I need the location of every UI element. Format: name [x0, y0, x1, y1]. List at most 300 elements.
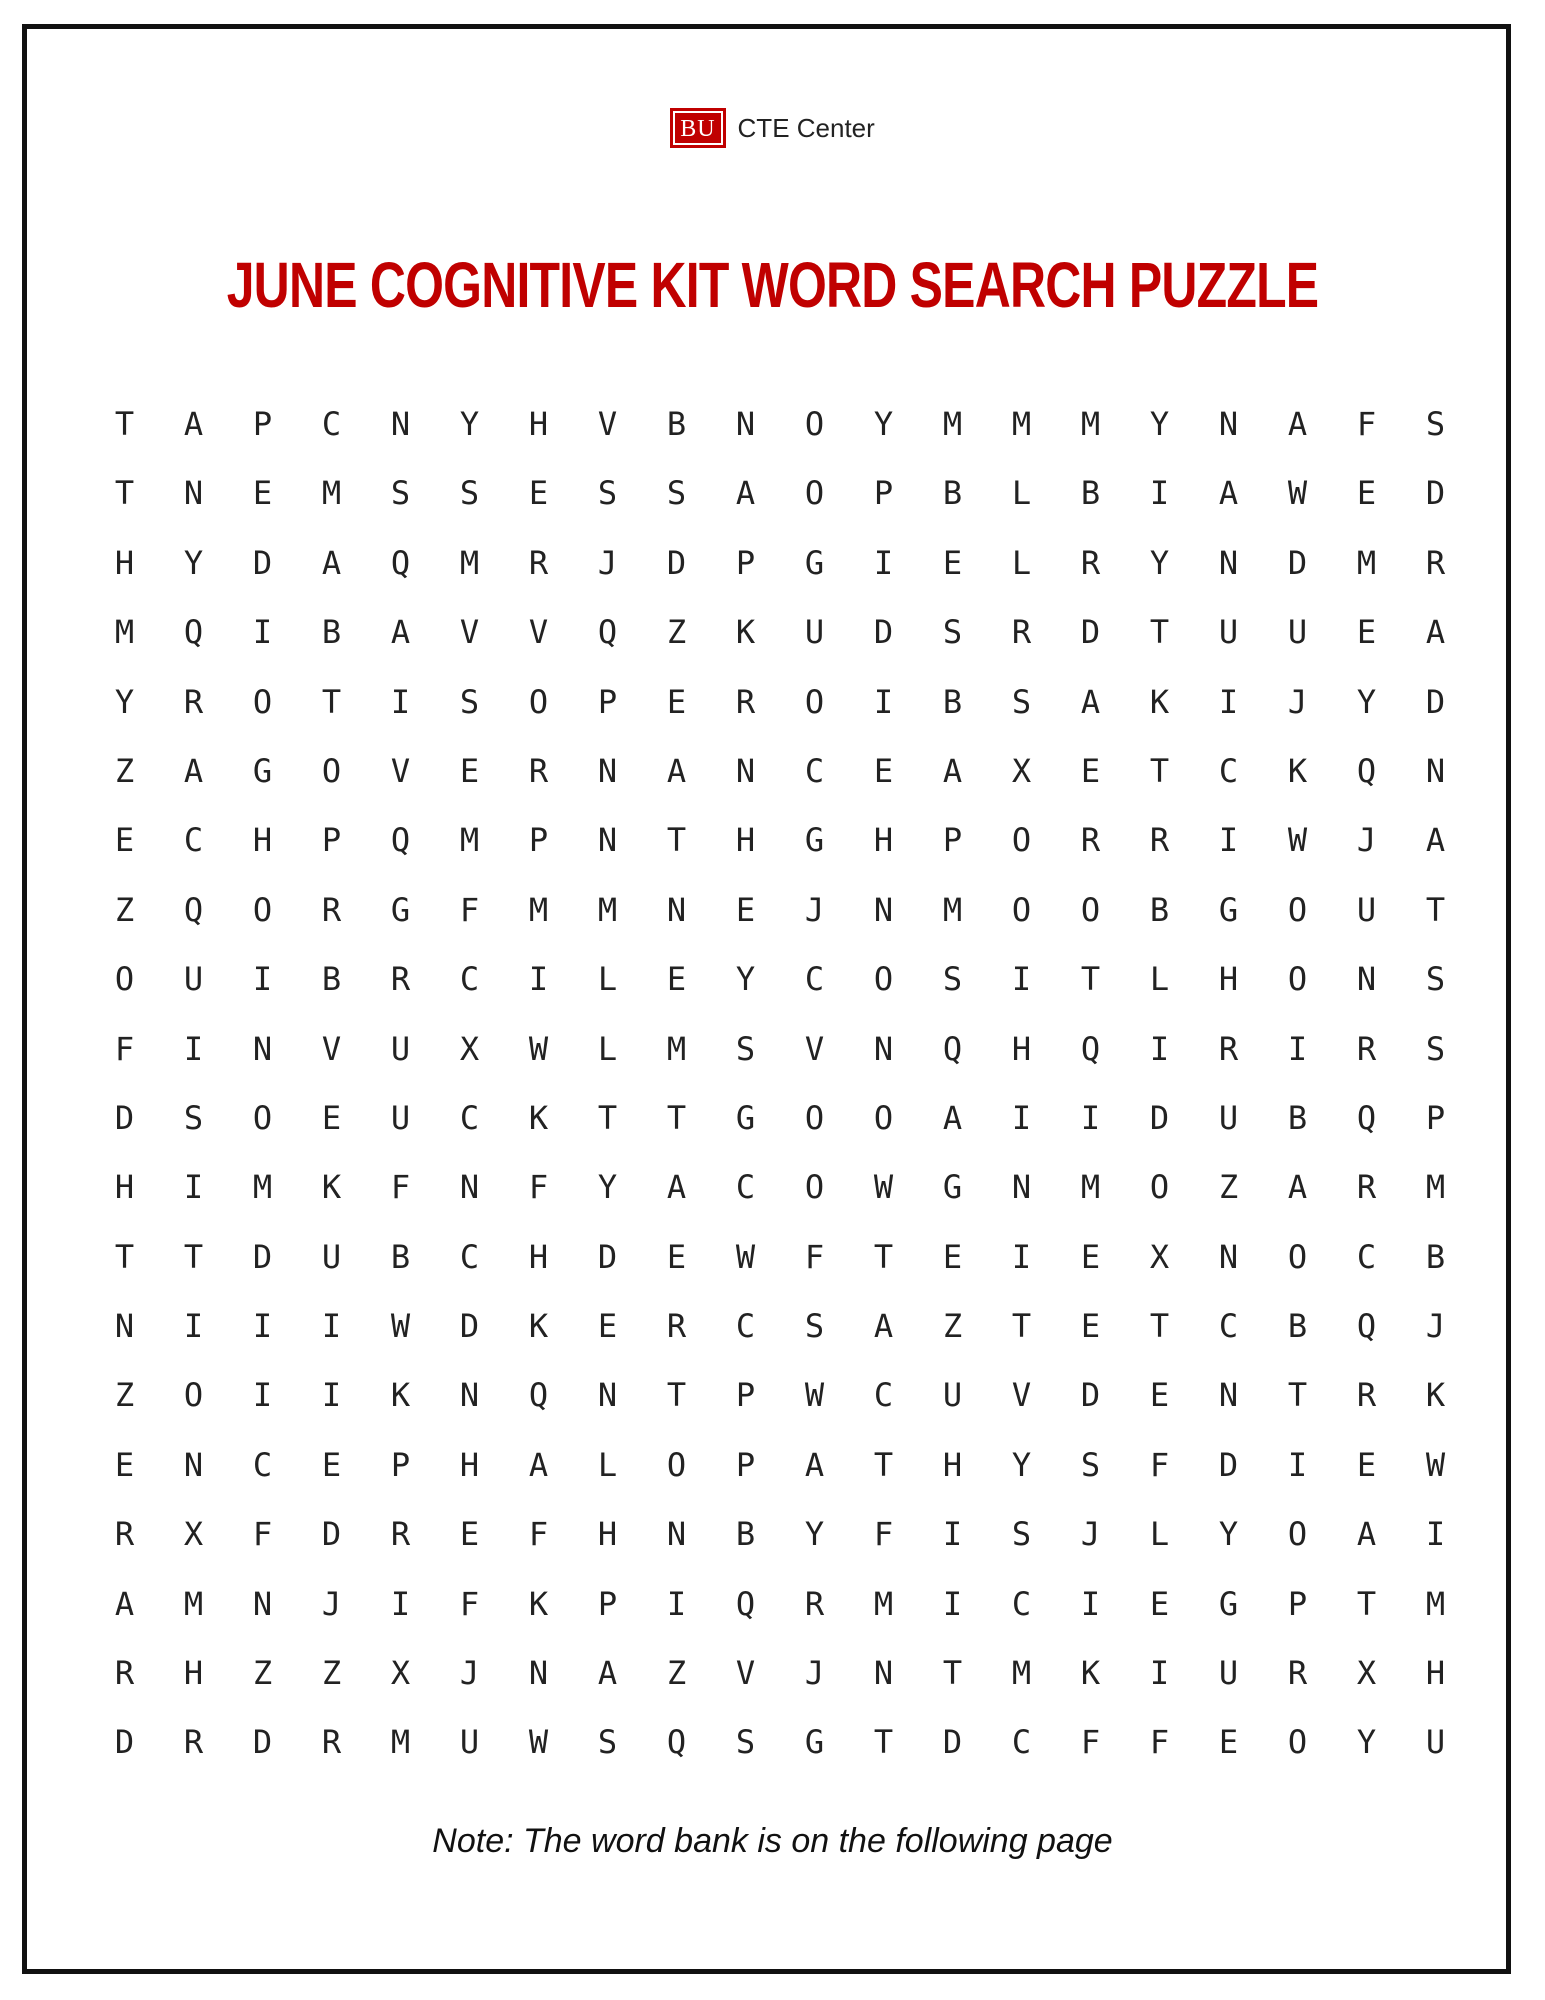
grid-letter: Q	[390, 821, 411, 860]
grid-letter: G	[735, 1098, 756, 1137]
grid-letter: T	[873, 1237, 894, 1276]
grid-letter: T	[1080, 960, 1101, 999]
grid-letter: B	[390, 1237, 411, 1276]
grid-letter: F	[459, 1584, 480, 1623]
grid-letter: R	[183, 1723, 204, 1762]
grid-letter: B	[1149, 890, 1170, 929]
grid-letter: V	[804, 1029, 825, 1068]
grid-letter: E	[666, 960, 687, 999]
grid-letter: X	[459, 1029, 480, 1068]
grid-letter: T	[1011, 1307, 1032, 1346]
grid-letter: V	[390, 751, 411, 790]
grid-letter: C	[321, 405, 342, 443]
grid-letter: G	[252, 751, 273, 790]
grid-letter: W	[1287, 821, 1308, 860]
grid-letter: J	[1356, 821, 1377, 860]
grid-letter: A	[1218, 474, 1239, 513]
grid-letter: A	[183, 751, 204, 790]
grid-letter: Q	[390, 543, 411, 582]
grid-letter: K	[1080, 1654, 1101, 1693]
grid-letter: U	[183, 960, 204, 999]
grid-letter: Q	[528, 1376, 549, 1415]
grid-letter: R	[1356, 1029, 1377, 1068]
grid-letter: I	[390, 1584, 411, 1623]
grid-letter: U	[1218, 1654, 1239, 1693]
grid-letter: W	[528, 1029, 549, 1068]
grid-letter: T	[1149, 613, 1170, 652]
grid-letter: Q	[735, 1584, 756, 1623]
grid-letter: A	[1356, 1515, 1377, 1554]
grid-letter: K	[1287, 751, 1308, 790]
grid-letter: H	[1011, 1029, 1032, 1068]
grid-letter: W	[1425, 1445, 1446, 1484]
grid-letter: Z	[114, 890, 135, 929]
grid-letter: E	[666, 1237, 687, 1276]
grid-letter: S	[597, 474, 618, 513]
grid-letter: I	[1218, 821, 1239, 860]
grid-letter: K	[1425, 1376, 1446, 1415]
grid-letter: M	[183, 1584, 204, 1623]
grid-letter: L	[1011, 543, 1032, 582]
grid-letter: I	[1011, 1098, 1032, 1137]
grid-letter: T	[114, 474, 135, 513]
grid-letter: A	[1425, 821, 1446, 860]
grid-letter: S	[1425, 960, 1446, 999]
grid-letter: I	[1080, 1098, 1101, 1137]
grid-letter: E	[114, 821, 135, 860]
grid-letter: B	[1425, 1237, 1446, 1276]
grid-letter: C	[735, 1168, 756, 1207]
grid-letter: T	[666, 821, 687, 860]
grid-letter: E	[1149, 1376, 1170, 1415]
grid-letter: X	[1149, 1237, 1170, 1276]
grid-letter: Y	[459, 405, 480, 443]
grid-letter: A	[873, 1307, 894, 1346]
grid-letter: J	[1287, 682, 1308, 721]
grid-letter: C	[873, 1376, 894, 1415]
grid-letter: A	[321, 543, 342, 582]
grid-letter: M	[873, 1584, 894, 1623]
grid-letter: E	[1080, 751, 1101, 790]
grid-letter: H	[114, 543, 135, 582]
grid-letter: V	[528, 613, 549, 652]
grid-letter: A	[735, 474, 756, 513]
grid-letter: Q	[183, 890, 204, 929]
grid-letter: O	[252, 1098, 273, 1137]
grid-letter: K	[528, 1098, 549, 1137]
grid-letter: F	[1149, 1445, 1170, 1484]
grid-letter: J	[597, 543, 618, 582]
grid-letter: E	[321, 1445, 342, 1484]
grid-letter: U	[1218, 613, 1239, 652]
grid-letter: M	[459, 543, 480, 582]
grid-letter: N	[459, 1376, 480, 1415]
grid-letter: F	[528, 1515, 549, 1554]
grid-letter: Q	[1080, 1029, 1101, 1068]
grid-letter: Q	[942, 1029, 963, 1068]
grid-letter: I	[873, 543, 894, 582]
grid-letter: P	[252, 405, 273, 443]
grid-letter: O	[804, 405, 825, 443]
grid-letter: L	[597, 1445, 618, 1484]
grid-letter: K	[528, 1307, 549, 1346]
grid-letter: M	[1080, 1168, 1101, 1207]
grid-letter: P	[1287, 1584, 1308, 1623]
grid-letter: N	[1218, 1237, 1239, 1276]
grid-letter: N	[459, 1168, 480, 1207]
grid-letter: S	[183, 1098, 204, 1137]
grid-letter: M	[1011, 1654, 1032, 1693]
grid-letter: U	[1287, 613, 1308, 652]
grid-letter: I	[321, 1307, 342, 1346]
grid-letter: E	[735, 890, 756, 929]
grid-letter: S	[1080, 1445, 1101, 1484]
grid-letter: C	[1218, 751, 1239, 790]
grid-letter: I	[183, 1029, 204, 1068]
grid-letter: S	[597, 1723, 618, 1762]
grid-letter: E	[528, 474, 549, 513]
grid-letter: Z	[1218, 1168, 1239, 1207]
grid-letter: F	[1149, 1723, 1170, 1762]
grid-letter: C	[735, 1307, 756, 1346]
grid-letter: A	[666, 751, 687, 790]
grid-letter: H	[942, 1445, 963, 1484]
grid-letter: R	[321, 890, 342, 929]
grid-letter: C	[1218, 1307, 1239, 1346]
grid-letter: C	[459, 1098, 480, 1137]
grid-letter: O	[321, 751, 342, 790]
grid-letter: S	[390, 474, 411, 513]
grid-letter: M	[321, 474, 342, 513]
grid-letter: X	[1011, 751, 1032, 790]
grid-letter: Z	[114, 1376, 135, 1415]
grid-letter: B	[1287, 1307, 1308, 1346]
grid-letter: N	[735, 405, 756, 443]
grid-letter: R	[666, 1307, 687, 1346]
grid-letter: O	[666, 1445, 687, 1484]
grid-letter: C	[459, 1237, 480, 1276]
grid-letter: S	[804, 1307, 825, 1346]
grid-letter: A	[1080, 682, 1101, 721]
grid-letter: M	[1011, 405, 1032, 443]
grid-letter: B	[942, 682, 963, 721]
grid-letter: B	[666, 405, 687, 443]
grid-letter: O	[804, 682, 825, 721]
grid-letter: E	[1356, 474, 1377, 513]
grid-letter: T	[321, 682, 342, 721]
grid-letter: B	[942, 474, 963, 513]
grid-letter: C	[804, 751, 825, 790]
grid-letter: D	[252, 1723, 273, 1762]
grid-letter: H	[528, 405, 549, 443]
grid-letter: P	[873, 474, 894, 513]
grid-letter: H	[528, 1237, 549, 1276]
grid-letter: W	[804, 1376, 825, 1415]
grid-letter: B	[321, 960, 342, 999]
grid-letter: N	[873, 1029, 894, 1068]
grid-letter: S	[459, 682, 480, 721]
grid-letter: O	[183, 1376, 204, 1415]
grid-letter: S	[1011, 1515, 1032, 1554]
grid-letter: Q	[183, 613, 204, 652]
grid-letter: C	[1011, 1723, 1032, 1762]
grid-letter: B	[1080, 474, 1101, 513]
grid-letter: I	[252, 1376, 273, 1415]
grid-letter: E	[114, 1445, 135, 1484]
grid-letter: U	[1425, 1723, 1446, 1762]
grid-letter: I	[1287, 1029, 1308, 1068]
grid-letter: S	[1425, 1029, 1446, 1068]
grid-letter: G	[1218, 1584, 1239, 1623]
grid-letter: Y	[1011, 1445, 1032, 1484]
grid-letter: R	[804, 1584, 825, 1623]
grid-letter: Z	[666, 613, 687, 652]
grid-letter: V	[321, 1029, 342, 1068]
grid-letter: F	[1356, 405, 1377, 443]
grid-letter: M	[459, 821, 480, 860]
grid-letter: W	[390, 1307, 411, 1346]
grid-letter: E	[1356, 613, 1377, 652]
grid-letter: R	[1287, 1654, 1308, 1693]
grid-letter: O	[804, 474, 825, 513]
grid-letter: O	[873, 960, 894, 999]
grid-letter: C	[252, 1445, 273, 1484]
grid-letter: Y	[873, 405, 894, 443]
grid-letter: N	[183, 1445, 204, 1484]
grid-letter: A	[804, 1445, 825, 1484]
grid-letter: W	[528, 1723, 549, 1762]
grid-letter: Y	[183, 543, 204, 582]
grid-letter: N	[183, 474, 204, 513]
grid-letter: R	[1149, 821, 1170, 860]
grid-letter: N	[1011, 1168, 1032, 1207]
grid-letter: N	[597, 751, 618, 790]
grid-letter: U	[1218, 1098, 1239, 1137]
grid-letter: D	[459, 1307, 480, 1346]
grid-letter: K	[1149, 682, 1170, 721]
grid-letter: P	[321, 821, 342, 860]
grid-letter: S	[942, 613, 963, 652]
grid-letter: I	[252, 613, 273, 652]
grid-letter: N	[873, 1654, 894, 1693]
grid-letter: O	[114, 960, 135, 999]
grid-letter: D	[1425, 682, 1446, 721]
grid-letter: Z	[666, 1654, 687, 1693]
grid-letter: D	[252, 543, 273, 582]
grid-letter: Y	[1356, 682, 1377, 721]
grid-letter: S	[459, 474, 480, 513]
grid-letter: N	[252, 1584, 273, 1623]
grid-letter: R	[390, 1515, 411, 1554]
grid-letter: L	[1011, 474, 1032, 513]
grid-letter: G	[804, 821, 825, 860]
grid-letter: A	[1287, 1168, 1308, 1207]
grid-letter: Q	[1356, 1307, 1377, 1346]
grid-letter: F	[873, 1515, 894, 1554]
grid-letter: S	[666, 474, 687, 513]
grid-letter: P	[597, 682, 618, 721]
grid-letter: O	[1287, 960, 1308, 999]
grid-letter: S	[735, 1723, 756, 1762]
grid-letter: G	[390, 890, 411, 929]
grid-letter: I	[252, 960, 273, 999]
grid-letter: P	[735, 1445, 756, 1484]
grid-letter: X	[1356, 1654, 1377, 1693]
grid-letter: A	[1425, 613, 1446, 652]
page-title: JUNE COGNITIVE KIT WORD SEARCH PUZZLE	[226, 249, 1319, 321]
grid-letter: R	[1011, 613, 1032, 652]
grid-letter: O	[1011, 890, 1032, 929]
grid-letter: A	[528, 1445, 549, 1484]
grid-letter: O	[804, 1098, 825, 1137]
grid-letter: G	[942, 1168, 963, 1207]
grid-letter: M	[1425, 1584, 1446, 1623]
grid-letter: K	[321, 1168, 342, 1207]
grid-letter: F	[252, 1515, 273, 1554]
grid-letter: D	[114, 1723, 135, 1762]
grid-letter: F	[528, 1168, 549, 1207]
grid-letter: I	[1011, 1237, 1032, 1276]
grid-letter: J	[321, 1584, 342, 1623]
grid-letter: R	[390, 960, 411, 999]
grid-letter: S	[735, 1029, 756, 1068]
grid-letter: A	[942, 1098, 963, 1137]
grid-letter: J	[804, 1654, 825, 1693]
grid-letter: W	[1287, 474, 1308, 513]
grid-letter: Z	[321, 1654, 342, 1693]
grid-letter: O	[252, 890, 273, 929]
grid-letter: D	[942, 1723, 963, 1762]
grid-letter: R	[1425, 543, 1446, 582]
grid-letter: H	[735, 821, 756, 860]
grid-letter: E	[1218, 1723, 1239, 1762]
grid-letter: R	[114, 1654, 135, 1693]
grid-letter: C	[183, 821, 204, 860]
grid-letter: U	[1356, 890, 1377, 929]
grid-letter: S	[942, 960, 963, 999]
grid-letter: A	[597, 1654, 618, 1693]
grid-letter: L	[1149, 960, 1170, 999]
grid-letter: I	[1218, 682, 1239, 721]
grid-letter: H	[597, 1515, 618, 1554]
grid-letter: D	[321, 1515, 342, 1554]
grid-letter: R	[321, 1723, 342, 1762]
cte-center-label: CTE Center	[737, 112, 875, 143]
grid-letter: I	[183, 1168, 204, 1207]
grid-letter: H	[873, 821, 894, 860]
grid-letter: C	[804, 960, 825, 999]
grid-letter: D	[252, 1237, 273, 1276]
grid-letter: F	[390, 1168, 411, 1207]
grid-letter: L	[597, 1029, 618, 1068]
grid-letter: D	[1080, 613, 1101, 652]
grid-letter: U	[804, 613, 825, 652]
grid-letter: D	[666, 543, 687, 582]
bu-logo-mark: BU	[670, 108, 725, 148]
grid-letter: N	[252, 1029, 273, 1068]
grid-letter: U	[390, 1029, 411, 1068]
grid-letter: A	[666, 1168, 687, 1207]
grid-letter: D	[597, 1237, 618, 1276]
grid-letter: V	[735, 1654, 756, 1693]
grid-letter: M	[390, 1723, 411, 1762]
grid-letter: I	[942, 1515, 963, 1554]
grid-letter: R	[1356, 1168, 1377, 1207]
grid-letter: Y	[804, 1515, 825, 1554]
grid-letter: T	[873, 1445, 894, 1484]
grid-letter: R	[1080, 821, 1101, 860]
grid-letter: R	[528, 543, 549, 582]
grid-letter: K	[390, 1376, 411, 1415]
grid-letter: P	[528, 821, 549, 860]
grid-letter: S	[1425, 405, 1446, 443]
grid-letter: V	[597, 405, 618, 443]
grid-letter: A	[1287, 405, 1308, 443]
grid-letter: M	[1080, 405, 1101, 443]
grid-letter: I	[666, 1584, 687, 1623]
grid-letter: F	[804, 1237, 825, 1276]
grid-letter: F	[1080, 1723, 1101, 1762]
grid-letter: W	[735, 1237, 756, 1276]
grid-letter: I	[1149, 474, 1170, 513]
grid-letter: S	[1011, 682, 1032, 721]
grid-letter: H	[114, 1168, 135, 1207]
grid-letter: U	[390, 1098, 411, 1137]
grid-letter: T	[1149, 751, 1170, 790]
grid-letter: Z	[114, 751, 135, 790]
grid-letter: A	[942, 751, 963, 790]
grid-letter: M	[1356, 543, 1377, 582]
grid-letter: C	[459, 960, 480, 999]
grid-letter: N	[1425, 751, 1446, 790]
grid-letter: F	[114, 1029, 135, 1068]
grid-letter: A	[114, 1584, 135, 1623]
grid-letter: Y	[1218, 1515, 1239, 1554]
grid-letter: V	[1011, 1376, 1032, 1415]
grid-letter: D	[1218, 1445, 1239, 1484]
grid-letter: X	[390, 1654, 411, 1693]
grid-letter: N	[1356, 960, 1377, 999]
grid-letter: I	[321, 1376, 342, 1415]
grid-letter: K	[528, 1584, 549, 1623]
grid-letter: H	[1425, 1654, 1446, 1693]
word-search-grid	[90, 390, 1470, 1778]
grid-letter: D	[1425, 474, 1446, 513]
grid-letter: I	[1425, 1515, 1446, 1554]
grid-letter: A	[390, 613, 411, 652]
grid-letter: N	[597, 821, 618, 860]
grid-letter: I	[390, 682, 411, 721]
grid-letter: B	[735, 1515, 756, 1554]
grid-letter: J	[459, 1654, 480, 1693]
grid-letter: Q	[666, 1723, 687, 1762]
grid-letter: R	[183, 682, 204, 721]
grid-letter: T	[873, 1723, 894, 1762]
grid-letter: T	[942, 1654, 963, 1693]
grid-letter: Y	[1149, 405, 1170, 443]
grid-letter: O	[1149, 1168, 1170, 1207]
grid-letter: M	[252, 1168, 273, 1207]
grid-letter: Q	[1356, 751, 1377, 790]
grid-letter: I	[1011, 960, 1032, 999]
grid-letter: R	[528, 751, 549, 790]
grid-letter: J	[804, 890, 825, 929]
grid-letter: D	[1287, 543, 1308, 582]
grid-letter: H	[183, 1654, 204, 1693]
grid-letter: H	[252, 821, 273, 860]
bu-cte-logo	[0, 108, 1545, 148]
grid-letter: Y	[114, 682, 135, 721]
